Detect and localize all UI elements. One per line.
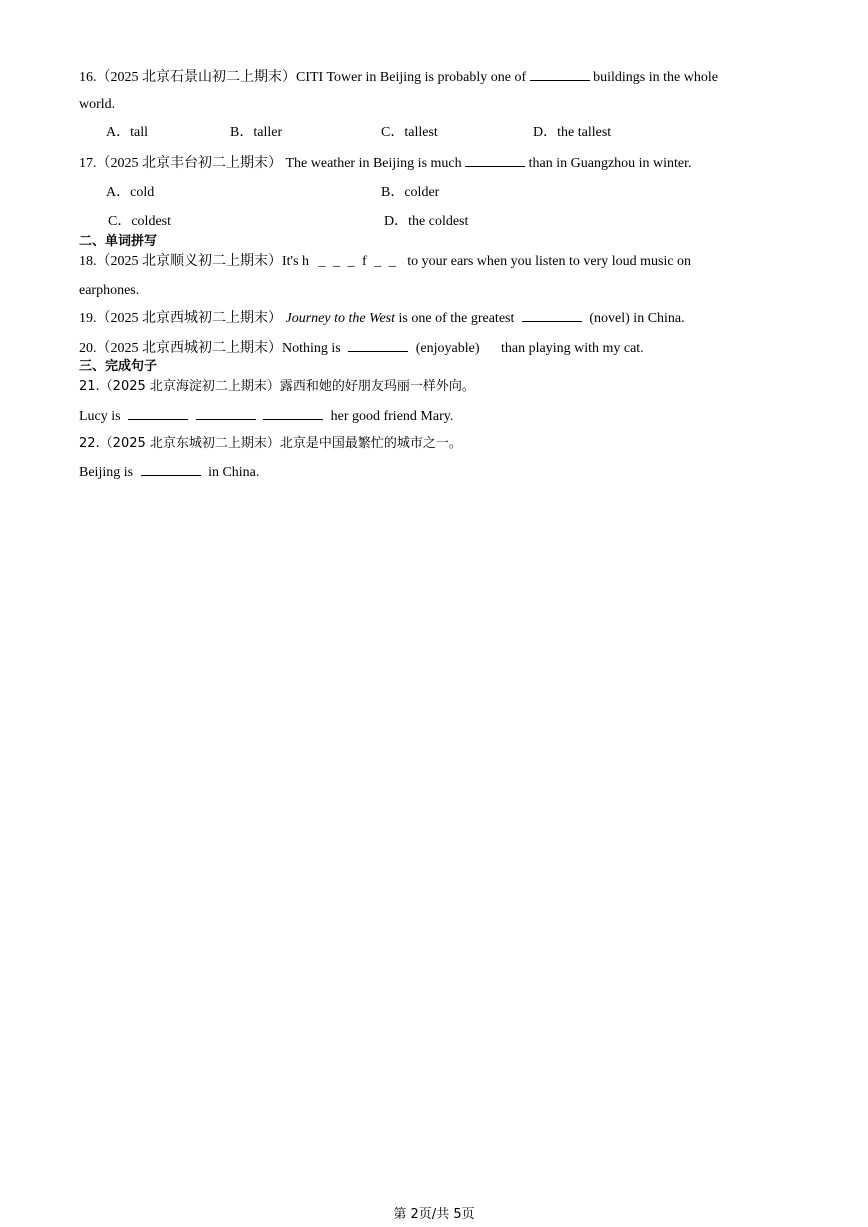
q20-suffix: than playing with my cat.	[500, 341, 644, 356]
question-22-prompt: 22.（2025 北京东城初二上期末）北京是中国最繁忙的城市之一。	[79, 436, 462, 451]
q18-letter-blanks: _ _ _ f _ _	[318, 254, 398, 269]
q16-option-a: A．tall	[106, 125, 149, 140]
question-16	[79, 68, 718, 87]
q17-prefix: 17.（2025 北京丰台初二上期末）	[79, 156, 282, 171]
q22-end: in China.	[208, 465, 260, 480]
question-19	[79, 309, 685, 328]
question-21-prompt: 21.（2025 北京海淀初二上期末）露西和她的好朋友玛丽一样外向。	[79, 379, 475, 394]
q20-blank	[348, 339, 408, 352]
q17-option-c: C．coldest	[108, 214, 171, 229]
q16-option-b: B．taller	[230, 125, 283, 140]
q17-option-a: A．cold	[106, 185, 155, 200]
q21-blank-2	[196, 407, 256, 420]
q17-text: The weather in Beijing is much	[285, 156, 462, 171]
q16-blank	[530, 68, 590, 81]
question-22-answer	[79, 463, 259, 482]
q19-hint: (novel) in China.	[589, 311, 685, 326]
question-17	[79, 154, 692, 173]
q19-book-title: Journey to the West	[285, 311, 396, 326]
q18-suffix: to your ears when you listen to very loud music on	[407, 254, 692, 269]
q19-blank	[522, 309, 582, 322]
q21-blank-1	[128, 407, 188, 420]
q16-option-d: D．the tallest	[533, 125, 612, 140]
q21-end: her good friend Mary.	[330, 409, 454, 424]
q20-prefix: 20.（2025 北京西城初二上期末）Nothing is	[79, 341, 341, 356]
question-18	[79, 253, 691, 271]
q17-option-b: B．colder	[381, 185, 440, 200]
q19-text: is one of the greatest	[398, 311, 515, 326]
q22-blank	[141, 463, 201, 476]
q16-option-c: C．tallest	[381, 125, 438, 140]
q17-option-d: D．the coldest	[384, 214, 469, 229]
question-20	[79, 339, 644, 358]
q21-blank-3	[263, 407, 323, 420]
q18-prefix: 18.（2025 北京顺义初二上期末）It's h	[79, 254, 310, 269]
q19-prefix: 19.（2025 北京西城初二上期末）	[79, 311, 282, 326]
q16-prefix: 16.（2025 北京石景山初二上期末）CITI Tower in Beijing is probably one of	[79, 70, 527, 85]
section-heading-spelling: 二、单词拼写	[79, 234, 158, 249]
q18-continuation: earphones.	[79, 283, 140, 298]
section-heading-complete-sentences: 三、完成句子	[79, 359, 158, 374]
q17-suffix: than in Guangzhou in winter.	[528, 156, 692, 171]
q17-blank	[465, 154, 525, 167]
q20-hint: (enjoyable)	[415, 341, 480, 356]
q16-suffix: buildings in the whole	[593, 70, 718, 85]
q16-continuation: world.	[79, 97, 116, 112]
page-number-footer: 第 2页/共 5页	[393, 1207, 475, 1222]
q21-start: Lucy is	[79, 409, 121, 424]
question-21-answer	[79, 407, 453, 426]
q22-start: Beijing is	[79, 465, 134, 480]
